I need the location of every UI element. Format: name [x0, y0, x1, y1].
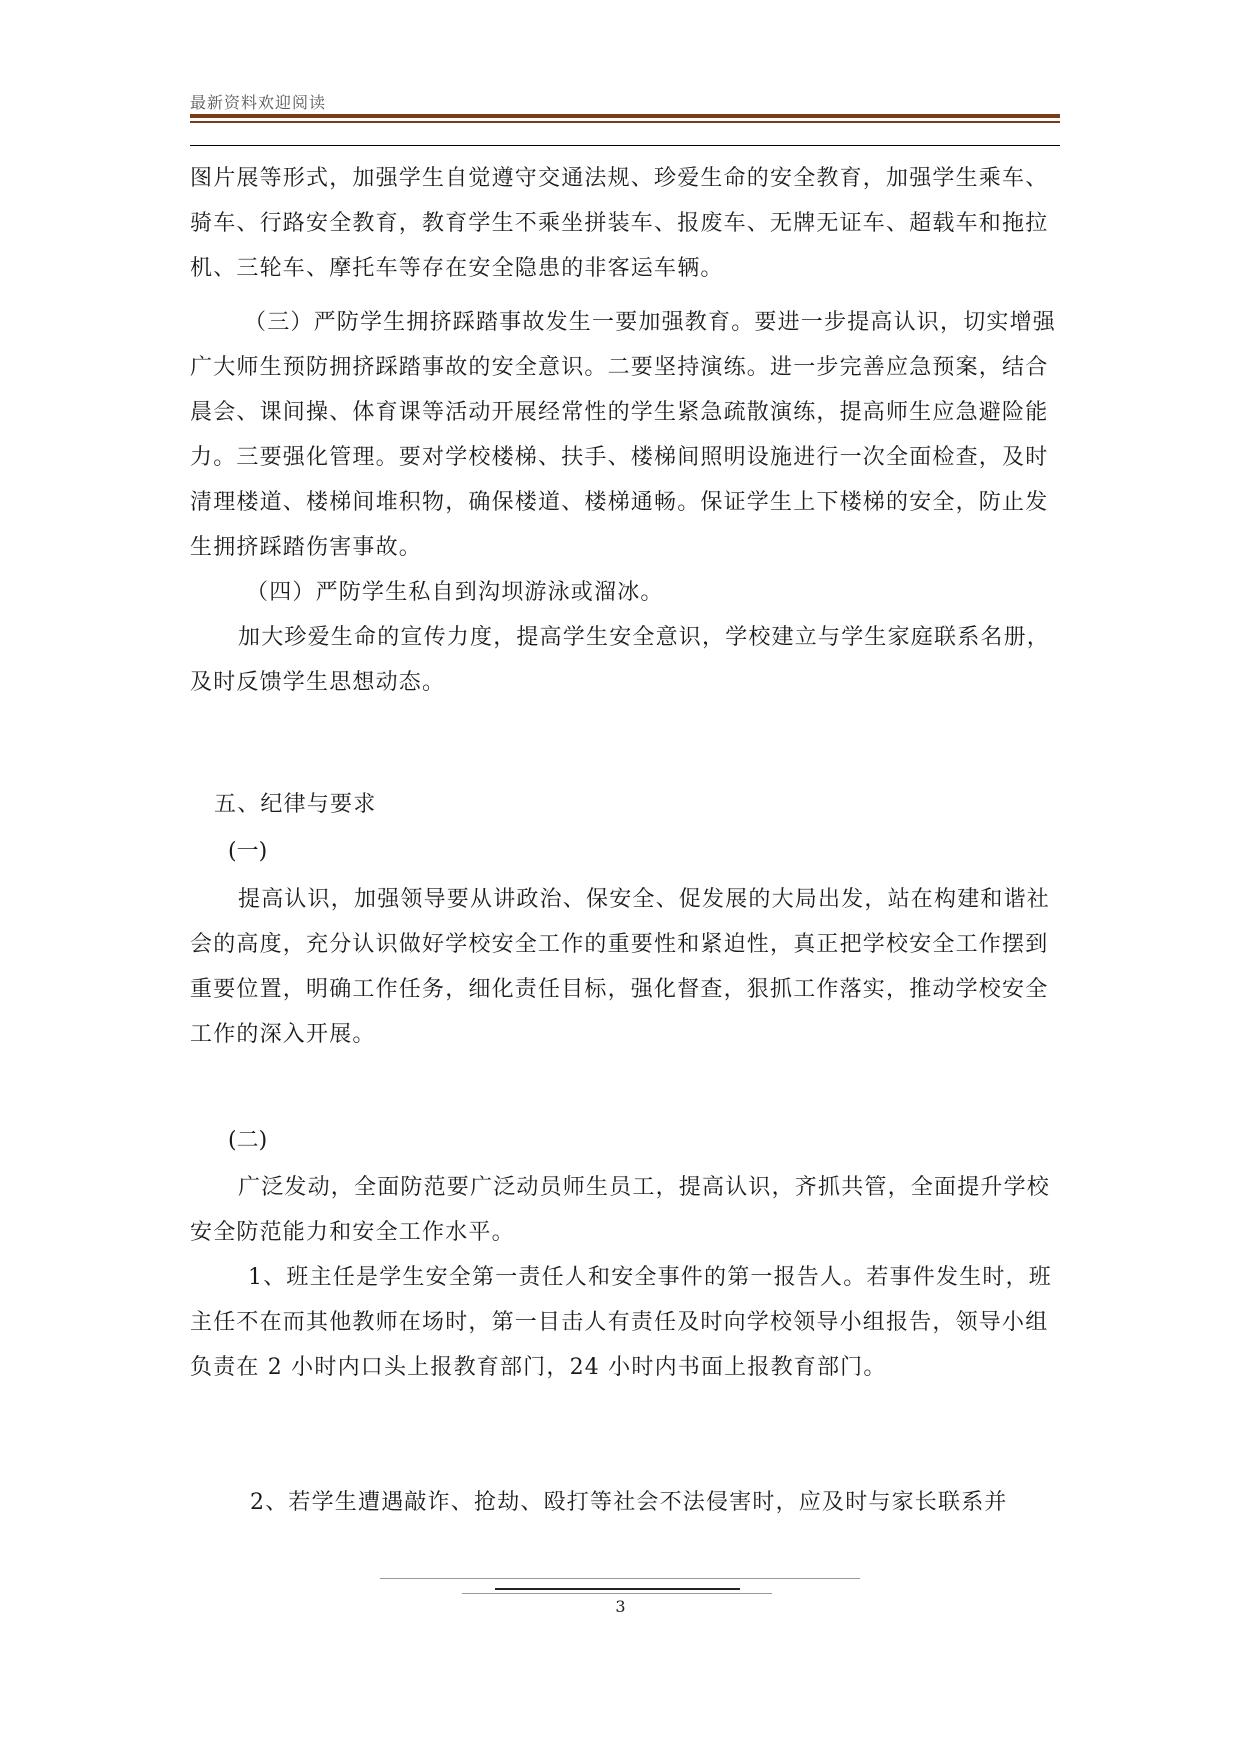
paragraph-class-teacher: 1、班主任是学生安全第一责任人和安全事件的第一报告人。若事件发生时，班主任不在而其他教师在场时，第一目击人有责任及时向学校领导小组报告，领导小组负责在 2 小时内口头上报教育部门，24 小时内书面上报教育部门。: [190, 1265, 1052, 1380]
footer-rule-top: [380, 1578, 860, 1579]
running-header: 最新资料欢迎阅读: [190, 93, 327, 112]
paragraph-mobilization: 广泛发动，全面防范要广泛动员师生员工，提高认识，齐抓共管，全面提升学校安全防范能力和安全工作水平。: [190, 1175, 1051, 1245]
paragraph-extortion: 2、若学生遭遇敲诈、抢劫、殴打等社会不法侵害时，应及时与家长联系并: [250, 1490, 1008, 1515]
paragraph-stampede-prevention: （三）严防学生拥挤踩踏事故发生一要加强教育。要进一步提高认识，切实增强广大师生预防拥挤踩踏事故的安全意识。二要坚持演练。进一步完善应急预案，结合晨会、课间操、体育课等活动开展经常性的学生紧急疏散演练，提高师生应急避险能力。三要强化管理。要对学校楼梯、扶手、楼梯间照明设施进行一次全面检查，及时清理楼道、楼梯间堆积物，确保楼道、楼梯通畅。保证学生上下楼梯的安全，防止发生拥挤踩踏伤害事故。: [190, 310, 1057, 560]
header-rule-thick: [190, 114, 1060, 118]
section-heading-discipline: 五、纪律与要求: [214, 792, 377, 817]
paragraph-swimming-heading: （四）严防学生私自到沟坝游泳或溜冰。: [246, 580, 664, 605]
subsection-label-1: (一): [228, 839, 268, 864]
header-rule-thin: [190, 121, 1060, 123]
paragraph-life-awareness: 加大珍爱生命的宣传力度，提高学生安全意识，学校建立与学生家庭联系名册，及时反馈学生思想动态。: [190, 625, 1051, 695]
subsection-label-2: (二): [228, 1128, 268, 1153]
footer-rule-dash: [495, 1588, 740, 1590]
header-rule-black: [190, 145, 1060, 146]
footer-rule-bottom: [462, 1593, 772, 1594]
page-number: 3: [615, 1597, 626, 1616]
paragraph-traffic-safety: 图片展等形式，加强学生自觉遵守交通法规、珍爱生命的安全教育，加强学生乘车、骑车、行路安全教育，教育学生不乘坐拼装车、报废车、无牌无证车、超载车和拖拉机、三轮车、摩托车等存在安全隐患的非客运车辆。: [190, 166, 1049, 281]
paragraph-leadership: 提高认识，加强领导要从讲政治、保安全、促发展的大局出发，站在构建和谐社会的高度，充分认识做好学校安全工作的重要性和紧迫性，真正把学校安全工作摆到重要位置，明确工作任务，细化责任目标，强化督查，狠抓工作落实，推动学校安全工作的深入开展。: [190, 887, 1051, 1047]
